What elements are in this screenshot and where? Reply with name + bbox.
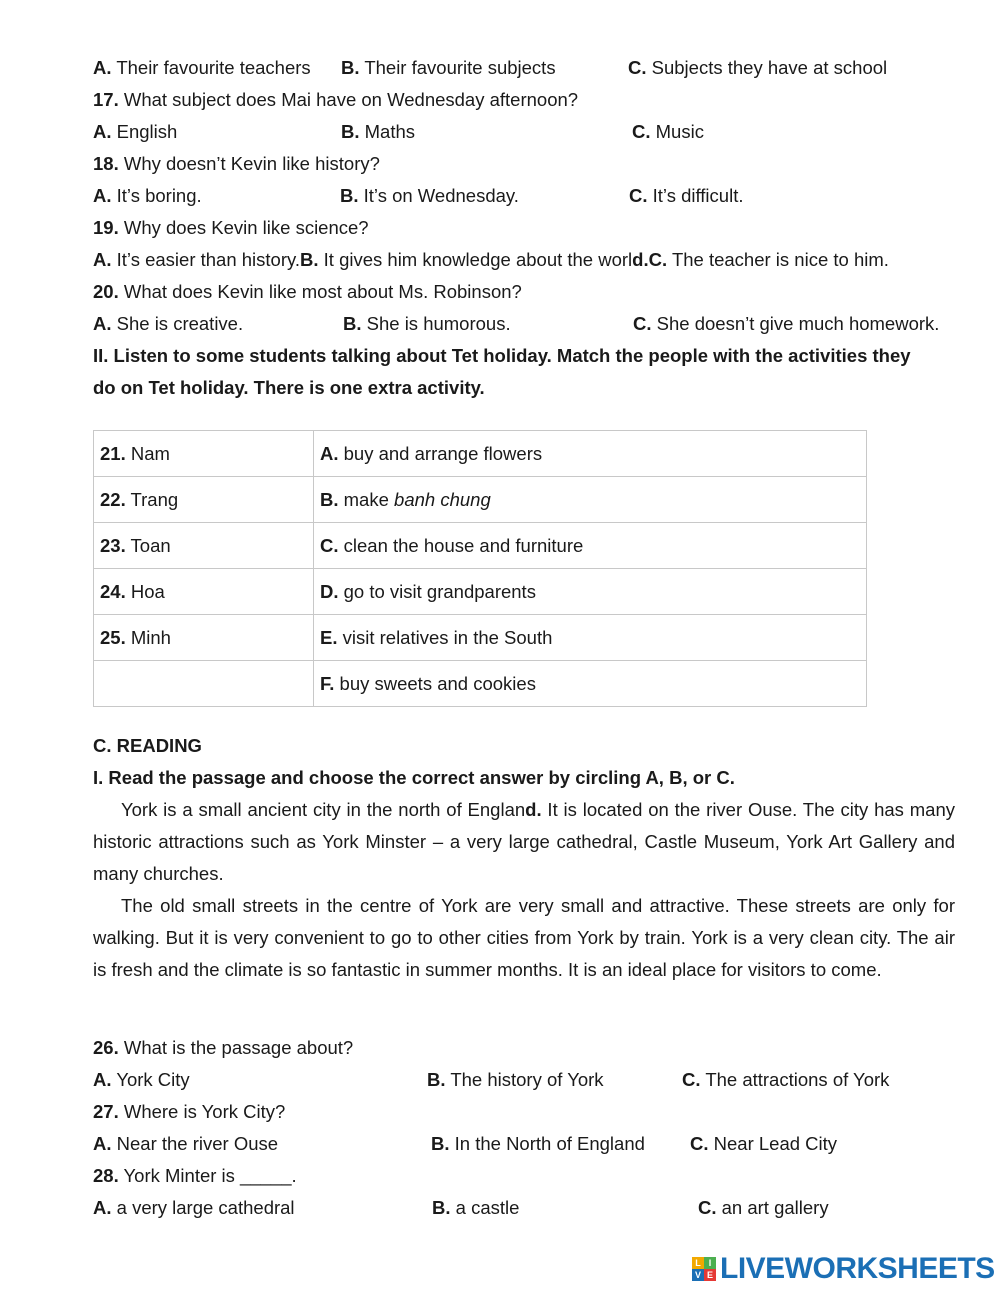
q20-question: 20. What does Kevin like most about Ms. Robinson? bbox=[93, 281, 522, 302]
reading-heading: C. READING bbox=[93, 735, 202, 756]
table-row bbox=[94, 431, 867, 477]
person-cell: 25. Minh bbox=[94, 615, 314, 661]
activity-cell: C. clean the house and furniture bbox=[314, 523, 867, 569]
liveworksheets-logo[interactable] bbox=[692, 1252, 995, 1286]
table-row bbox=[94, 477, 867, 523]
activity-cell: E. visit relatives in the South bbox=[314, 615, 867, 661]
activity-cell: A. buy and arrange flowers bbox=[314, 431, 867, 477]
liveworksheets-logo-icon: L I V E bbox=[692, 1257, 716, 1281]
reading-paragraph-1: York is a small ancient city in the north of England. It is located on the river Ouse. The city has many historic attractions such as York Minster – a very large cathedral, Castle Museum, York Art Gallery and many churches. bbox=[93, 799, 955, 884]
q20-option-b[interactable]: B. She is humorous. bbox=[343, 313, 511, 334]
activity-cell: D. go to visit grandparents bbox=[314, 569, 867, 615]
activity-cell: F. buy sweets and cookies bbox=[314, 661, 867, 707]
q19-question: 19. Why does Kevin like science? bbox=[93, 217, 369, 238]
q26-question: 26. What is the passage about? bbox=[93, 1037, 354, 1058]
q28-question: 28. York Minter is _____. bbox=[93, 1165, 297, 1186]
q19-option-a[interactable]: A. It’s easier than history. bbox=[93, 249, 301, 270]
matching-table bbox=[93, 430, 867, 707]
section-2-instruction-line-1: II. Listen to some students talking about Tet holiday. Match the people with the activities they bbox=[93, 345, 911, 366]
q27-option-a[interactable]: A. Near the river Ouse bbox=[93, 1133, 279, 1154]
q19-option-c[interactable]: C. The teacher is nice to him. bbox=[648, 249, 889, 270]
person-cell: 22. Trang bbox=[94, 477, 314, 523]
table-row bbox=[94, 569, 867, 615]
q19-option-b[interactable]: B. It gives him knowledge about the world. bbox=[300, 249, 649, 270]
person-cell: 23. Toan bbox=[94, 523, 314, 569]
q19-options bbox=[93, 244, 889, 276]
q26-option-b[interactable]: B. The history of York bbox=[427, 1069, 604, 1090]
person-cell: 21. Nam bbox=[94, 431, 314, 477]
activity-cell: B. make banh chung bbox=[314, 477, 867, 523]
q16-option-b[interactable]: B. Their favourite subjects bbox=[341, 57, 556, 78]
q18-option-b[interactable]: B. It’s on Wednesday. bbox=[340, 185, 519, 206]
q16-option-c[interactable]: C. Subjects they have at school bbox=[628, 57, 888, 78]
reading-instruction: I. Read the passage and choose the correct answer by circling A, B, or C. bbox=[93, 767, 735, 788]
q17-option-b[interactable]: B. Maths bbox=[341, 121, 416, 142]
section-2-instruction-line-2: do on Tet holiday. There is one extra activity. bbox=[93, 377, 485, 398]
table-row bbox=[94, 523, 867, 569]
person-cell: 24. Hoa bbox=[94, 569, 314, 615]
q27-option-b[interactable]: B. In the North of England bbox=[431, 1133, 645, 1154]
person-cell-empty bbox=[94, 661, 314, 707]
reading-paragraph-2: The old small streets in the centre of York are very small and attractive. These streets are only for walking. But it is very convenient to go to other cities from York by train. York is a very clean city. The air is fresh and the climate is so fantastic in summer months. It is an ideal place for visitors to come. bbox=[93, 895, 955, 980]
q26-option-a[interactable]: A. York City bbox=[93, 1069, 190, 1090]
q27-option-c[interactable]: C. Near Lead City bbox=[690, 1133, 838, 1154]
q27-question: 27. Where is York City? bbox=[93, 1101, 286, 1122]
q18-option-c[interactable]: C. It’s difficult. bbox=[629, 185, 744, 206]
q28-option-b[interactable]: B. a castle bbox=[432, 1197, 520, 1218]
q20-option-c[interactable]: C. She doesn’t give much homework. bbox=[633, 313, 940, 334]
liveworksheets-logo-text: LIVEWORKSHEETS bbox=[720, 1252, 995, 1285]
q18-question: 18. Why doesn’t Kevin like history? bbox=[93, 153, 380, 174]
q17-option-c[interactable]: C. Music bbox=[632, 121, 704, 142]
q20-option-a[interactable]: A. She is creative. bbox=[93, 313, 244, 334]
table-row bbox=[94, 615, 867, 661]
q28-option-c[interactable]: C. an art gallery bbox=[698, 1197, 829, 1218]
table-row bbox=[94, 661, 867, 707]
q16-option-a[interactable]: A. Their favourite teachers bbox=[93, 57, 311, 78]
q17-question: 17. What subject does Mai have on Wednesday afternoon? bbox=[93, 89, 579, 110]
q18-option-a[interactable]: A. It’s boring. bbox=[93, 185, 202, 206]
q26-option-c[interactable]: C. The attractions of York bbox=[682, 1069, 890, 1090]
q28-option-a[interactable]: A. a very large cathedral bbox=[93, 1197, 295, 1218]
q17-option-a[interactable]: A. English bbox=[93, 121, 178, 142]
